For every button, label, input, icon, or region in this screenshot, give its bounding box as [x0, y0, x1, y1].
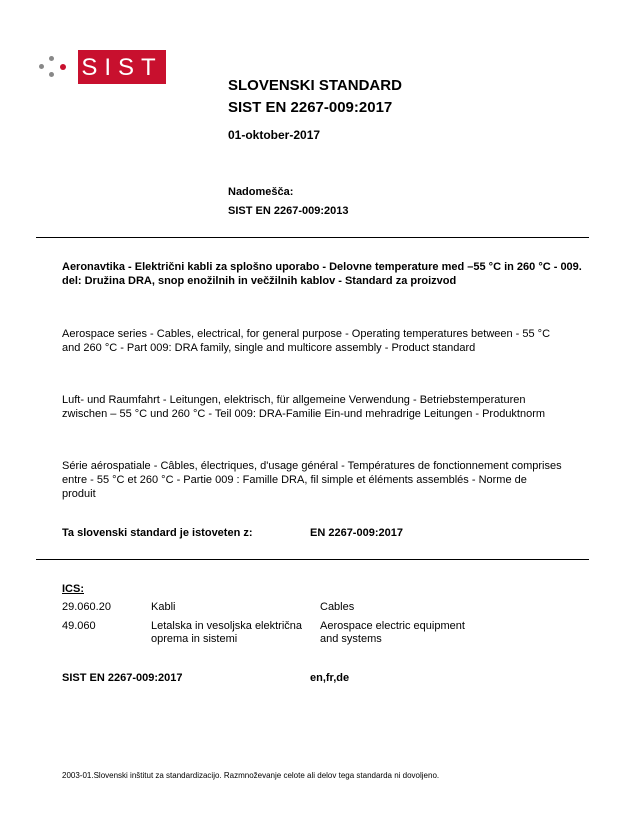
logo-dot-red — [60, 64, 66, 70]
ics-code: 29.060.20 — [62, 601, 111, 613]
publication-date: 01-oktober-2017 — [228, 128, 321, 142]
sist-logo — [36, 50, 166, 84]
logo-dot — [39, 64, 44, 69]
ics-english: Aerospace electric equipment and systems — [320, 620, 465, 645]
replaces-label: Nadomešča: — [228, 186, 294, 198]
copyright-footer: 2003-01.Slovenski inštitut za standardizacijo. Razmnoževanje celote ali delov tega standarda ni dovoljeno. — [62, 771, 440, 780]
bottom-standard-code: SIST EN 2267-009:2017 — [62, 672, 183, 684]
identical-label: Ta slovenski standard je istoveten z: — [62, 527, 253, 539]
ics-english: Cables — [320, 601, 355, 613]
title-english: Aerospace series - Cables, electrical, for general purpose - Operating temperatures between - 55 °C and 260 °C - Part 009: DRA family, single and multicore assembly - Product standard — [62, 328, 551, 354]
identical-value: EN 2267-009:2017 — [310, 527, 403, 539]
standard-title: SLOVENSKI STANDARD — [228, 77, 402, 94]
ics-code: 49.060 — [62, 620, 96, 632]
ics-slovenian: Letalska in vesoljska električna oprema in sistemi — [151, 620, 303, 645]
logo-dot — [49, 56, 54, 61]
divider — [36, 237, 589, 238]
divider — [36, 559, 589, 560]
title-french: Série aérospatiale - Câbles, électriques, d'usage général - Températures de fonctionnement comprises entre - 55 °C et 260 °C - Partie 009 : Famille DRA, fil simple et éléments assemblés - Norme de produit — [62, 460, 562, 500]
languages: en,fr,de — [310, 672, 350, 684]
ics-label: ICS: — [62, 583, 84, 595]
logo-text: SIST — [81, 54, 163, 81]
replaces-code: SIST EN 2267-009:2013 — [228, 205, 349, 217]
logo-dot — [49, 72, 54, 77]
standard-code: SIST EN 2267-009:2017 — [228, 99, 393, 116]
title-slovenian: Aeronavtika - Električni kabli za splošno uporabo - Delovne temperature med –55 °C in 260 °C - 009. del: Družina DRA, snop enožilnih in večžilnih kablov - Standard za proizvod — [62, 261, 582, 287]
title-german: Luft- und Raumfahrt - Leitungen, elektrisch, für allgemeine Verwendung - Betriebstemperaturen zwischen – 55 °C und 260 °C - Teil 009: DRA-Familie Ein-und mehradrige Leitungen - Produktnorm — [62, 394, 546, 420]
ics-slovenian: Kabli — [151, 601, 176, 613]
logo-box — [78, 50, 166, 84]
